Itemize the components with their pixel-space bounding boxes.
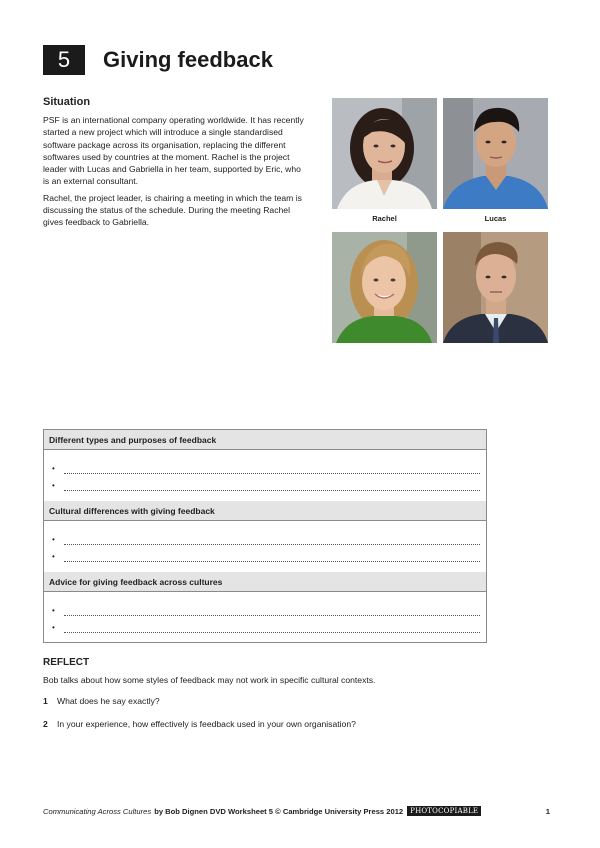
notes-section-title: Advice for giving feedback across cultures: [44, 572, 486, 592]
reflect-intro: Bob talks about how some styles of feedback may not work in specific cultural contexts.: [43, 675, 376, 685]
situation-paragraph: PSF is an international company operating worldwide. It has recently started a new project which will introduce a single standardised software package across its organisation, replacing the different softwares used by countries at the moment. Rachel is the project leader with Lucas and Gabriella in her team, supported by Eric, who is an external consultant.: [43, 115, 304, 187]
photo-eric: [443, 232, 548, 343]
situation-heading: Situation: [43, 96, 91, 108]
photo-gabriella: [332, 232, 437, 343]
photocopiable-badge: PHOTOCOPIABLE: [407, 806, 481, 816]
answer-line[interactable]: [52, 623, 480, 635]
photo-caption-rachel: Rachel: [372, 214, 397, 223]
answer-line[interactable]: [52, 481, 480, 493]
notes-table: [43, 429, 487, 643]
question-number: 1: [43, 696, 48, 706]
question-number: 2: [43, 719, 48, 729]
answer-line[interactable]: [52, 606, 480, 618]
bullet-icon: •: [52, 552, 55, 561]
bullet-icon: •: [52, 464, 55, 473]
reflect-heading: REFLECT: [43, 657, 90, 668]
notes-section-title: Cultural differences with giving feedback: [44, 501, 486, 521]
notes-section-cultural-differences: [44, 501, 486, 573]
bullet-icon: •: [52, 535, 55, 544]
situation-paragraph: Rachel, the project leader, is chairing a meeting in which the team is discussing the status of the schedule. During the meeting Rachel gives feedback to Gabriella.: [43, 192, 302, 228]
answer-line[interactable]: [52, 535, 480, 547]
notes-section-advice: [44, 572, 486, 642]
notes-section-feedback-types: [44, 430, 486, 502]
page-footer: [43, 806, 550, 816]
bullet-icon: •: [52, 623, 55, 632]
answer-line[interactable]: [52, 464, 480, 476]
footer-book-title: Communicating Across Cultures: [43, 806, 152, 816]
situation-text: [43, 114, 305, 233]
question-text: In your experience, how effectively is feedback used in your own organisation?: [57, 719, 356, 729]
reflect-question: [43, 719, 356, 729]
bullet-icon: •: [52, 481, 55, 490]
photo-rachel: [332, 98, 437, 209]
page-title: Giving feedback: [103, 47, 273, 72]
notes-section-title: Different types and purposes of feedback: [44, 430, 486, 450]
photo-caption-lucas: Lucas: [484, 214, 507, 223]
footer-meta: by Bob Dignen DVD Worksheet 5 © Cambridge University Press 2012: [154, 806, 404, 816]
reflect-question: [43, 696, 160, 706]
page-number: 1: [545, 806, 550, 816]
photo-lucas: [443, 98, 548, 209]
bullet-icon: •: [52, 606, 55, 615]
question-text: What does he say exactly?: [57, 696, 160, 706]
unit-number-badge: 5: [43, 45, 85, 75]
answer-line[interactable]: [52, 552, 480, 564]
